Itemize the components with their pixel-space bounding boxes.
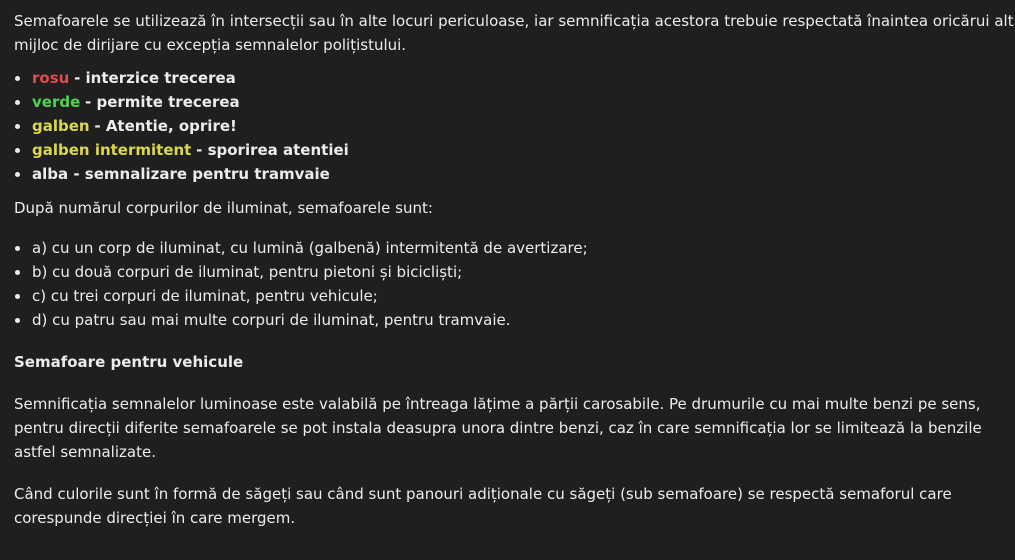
signal-description: - permite trecerea <box>85 93 240 111</box>
intro-paragraph: Semafoarele se utilizează în intersecții sau în alte locuri periculoase, iar semnificația acestora trebuie respectată înaintea oricărui alt mijloc de dirijare cu excepția semnalelor polițistului. <box>14 12 1014 54</box>
signal-color-label: galben <box>32 117 90 135</box>
signal-description: - sporirea atentiei <box>196 141 349 159</box>
signal-description: - Atentie, oprire! <box>94 117 237 135</box>
list-item-red <box>14 66 1015 90</box>
article-content <box>14 9 1015 530</box>
list-item-yellow <box>14 114 1015 138</box>
signal-color-label: rosu <box>32 69 70 87</box>
signal-color-label: verde <box>32 93 81 111</box>
list-item-green <box>14 90 1015 114</box>
list-item: c) cu trei corpuri de iluminat, pentru vehicule; <box>14 284 1015 308</box>
count-intro-paragraph: După numărul corpurilor de iluminat, semafoarele sunt: <box>14 199 433 217</box>
body-paragraph-arrows: Când culorile sunt în formă de săgeți sau când sunt panouri adiționale cu săgeți (sub semafoare) se respectă semaforul care corespunde direcției în care mergem. <box>14 485 952 527</box>
section-heading: Semafoare pentru vehicule <box>14 353 244 371</box>
list-item-flashing-yellow <box>14 138 1015 162</box>
signal-color-label: galben intermitent <box>32 141 192 159</box>
body-paragraph-lane-rules: Semnificația semnalelor luminoase este valabilă pe întreaga lățime a părții carosabile. Pe drumurile cu mai multe benzi pe sens, pentru direcții diferite semafoarele se pot instala deasupra unora dintre benzi, caz în care semnificația lor se limitează la benzile astfel semnalizate. <box>14 395 982 461</box>
signal-description: - interzice trecerea <box>74 69 236 87</box>
light-count-list <box>14 236 1015 332</box>
signal-color-label: alba - semnalizare pentru tramvaie <box>32 165 330 183</box>
list-item: b) cu două corpuri de iluminat, pentru pietoni și bicicliști; <box>14 260 1015 284</box>
list-item: d) cu patru sau mai multe corpuri de iluminat, pentru tramvaie. <box>14 308 1015 332</box>
list-item: a) cu un corp de iluminat, cu lumină (galbenă) intermitentă de avertizare; <box>14 236 1015 260</box>
list-item-white <box>14 162 1015 186</box>
signal-colors-list <box>14 66 1015 186</box>
